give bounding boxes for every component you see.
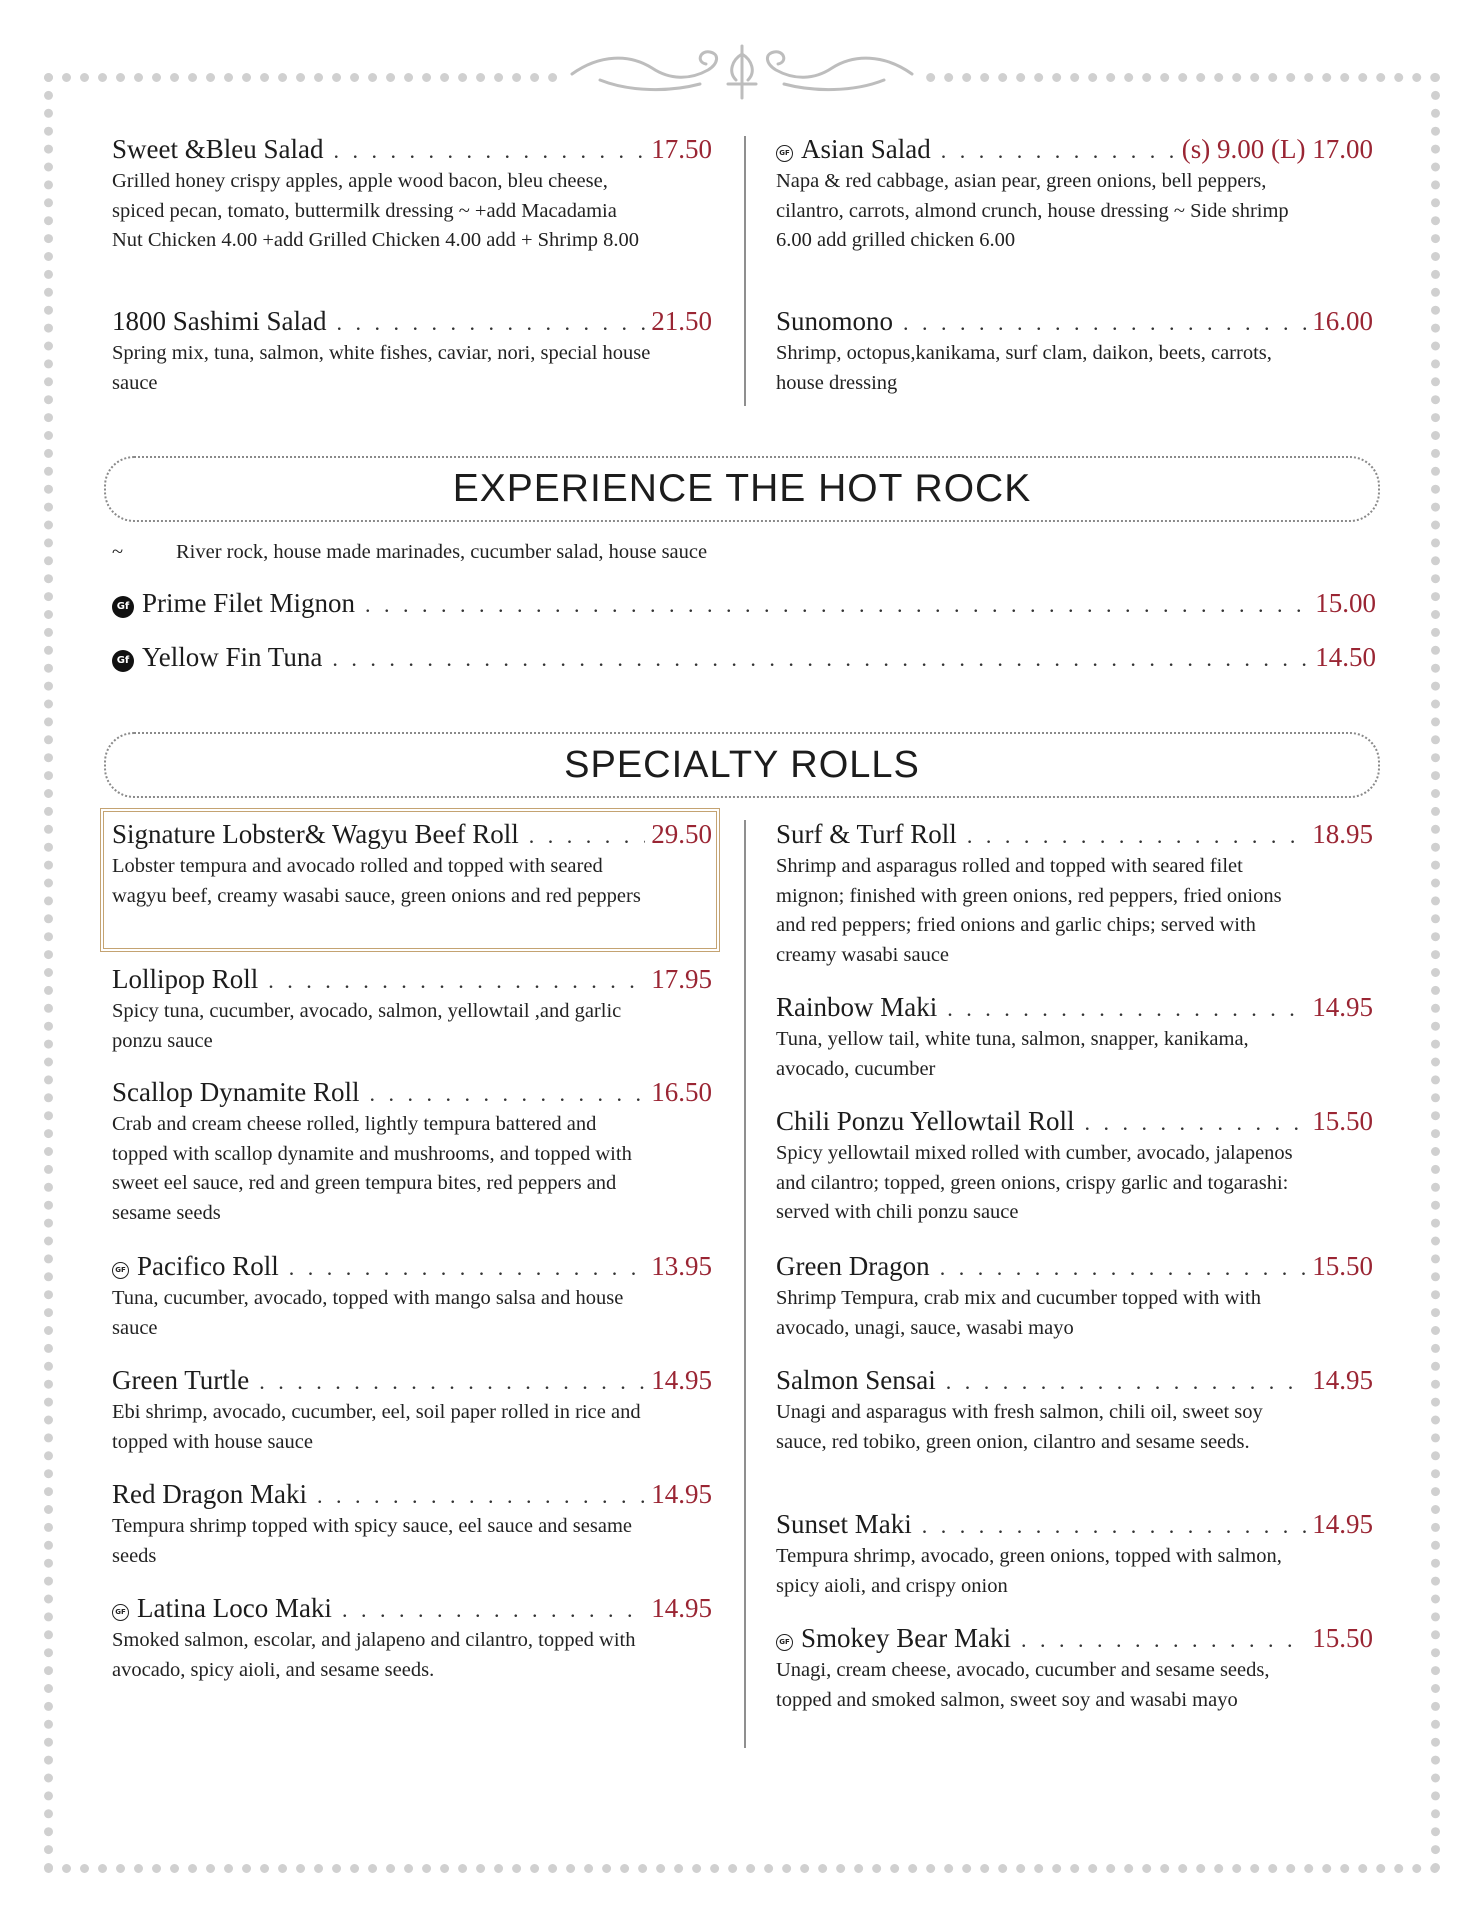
leader-dots [337, 310, 646, 336]
leader-dots [947, 996, 1306, 1022]
item-description: Spicy yellowtail mixed rolled with cumber, avocado, jalapenos and cilantro; topped, green onions, crispy garlic and togarashi: served with chili ponzu sauce [776, 1142, 1293, 1223]
gluten-free-icon: Gf [112, 596, 134, 618]
item-name: Lollipop Roll [112, 964, 259, 994]
item-price: 14.95 [651, 1593, 712, 1623]
item-price: 13.95 [651, 1251, 712, 1281]
gluten-free-icon: GF [112, 1604, 129, 1621]
item-description: Ebi shrimp, avocado, cucumber, eel, soil paper rolled in rice and topped with house sauce [112, 1401, 641, 1453]
leader-dots [333, 138, 645, 164]
menu-item [112, 306, 712, 398]
item-name: Sunset Maki [776, 1509, 912, 1539]
item-description: Tempura shrimp, avocado, green onions, topped with salmon, spicy aioli, and crispy onion [776, 1545, 1282, 1597]
menu-item [776, 134, 1373, 256]
item-description: Unagi, cream cheese, avocado, cucumber and sesame seeds, topped and smoked salmon, sweet soy and wasabi mayo [776, 1659, 1270, 1711]
menu-item [112, 1365, 712, 1457]
item-name: 1800 Sashimi Salad [112, 306, 327, 336]
menu-item [776, 306, 1373, 398]
leader-dots [1085, 1110, 1307, 1136]
leader-dots [289, 1255, 646, 1281]
item-name: Asian Salad [801, 134, 931, 164]
hot-rock-note: River rock, house made marinades, cucumber salad, house sauce [176, 541, 708, 563]
leader-dots [365, 592, 1309, 618]
item-price: 17.50 [651, 134, 712, 164]
item-description: Crab and cream cheese rolled, lightly tempura battered and topped with scallop dynamite and mushrooms, and topped with sweet eel sauce, red and green tempura bites, red peppers and sesame seeds [112, 1113, 632, 1224]
leader-dots [940, 1255, 1307, 1281]
leader-dots [342, 1597, 645, 1623]
leader-dots [332, 646, 1309, 672]
gluten-free-icon: GF [776, 145, 793, 162]
item-price: 15.50 [1312, 1251, 1373, 1281]
gluten-free-icon: GF [112, 1262, 129, 1279]
item-name: Yellow Fin Tuna [142, 642, 323, 672]
item-price: 14.50 [1315, 642, 1376, 672]
item-name: Smokey Bear Maki [801, 1623, 1011, 1653]
menu-item [112, 1593, 712, 1685]
item-price: 14.95 [1312, 992, 1373, 1022]
leader-dots [1021, 1627, 1306, 1653]
column-divider [744, 820, 746, 1748]
menu-item [112, 642, 1376, 675]
menu-item [112, 1251, 712, 1343]
item-description: Shrimp, octopus,kanikama, surf clam, daikon, beets, carrots, house dressing [776, 342, 1272, 394]
item-name: Rainbow Maki [776, 992, 938, 1022]
item-name: Signature Lobster& Wagyu Beef Roll [112, 819, 519, 849]
item-description: Smoked salmon, escolar, and jalapeno and cilantro, topped with avocado, spicy aioli, and sesame seeds. [112, 1629, 636, 1681]
item-description: Tempura shrimp topped with spicy sauce, eel sauce and sesame seeds [112, 1515, 633, 1567]
item-price: 16.50 [651, 1077, 712, 1107]
leader-dots [259, 1369, 645, 1395]
item-price: (s) 9.00 (L) 17.00 [1181, 134, 1373, 164]
leader-dots [903, 310, 1306, 336]
item-description: Napa & red cabbage, asian pear, green onions, bell peppers, cilantro, carrots, almond crunch, house dressing ~ Side shrimp 6.00 add grilled chicken 6.00 [776, 170, 1289, 251]
leader-dots [268, 968, 645, 994]
item-price: 15.50 [1312, 1623, 1373, 1653]
menu-item [112, 1077, 712, 1228]
item-price: 14.95 [1312, 1365, 1373, 1395]
leader-dots [317, 1483, 645, 1509]
menu-item [112, 1479, 712, 1571]
note-mark: ~ [112, 541, 124, 563]
item-name: Surf & Turf Roll [776, 819, 957, 849]
menu-item [112, 819, 712, 911]
menu-item [112, 134, 712, 256]
menu-item [776, 819, 1373, 970]
item-description: Grilled honey crispy apples, apple wood bacon, bleu cheese, spiced pecan, tomato, buttermilk dressing ~ +add Macadamia Nut Chicken 4.00 +add Grilled Chicken 4.00 add + Shrimp 8.00 [112, 170, 640, 251]
item-price: 17.95 [651, 964, 712, 994]
item-name: Latina Loco Maki [137, 1593, 332, 1623]
leader-dots [941, 138, 1176, 164]
item-name: Sweet &Bleu Salad [112, 134, 324, 164]
menu-item [776, 1623, 1373, 1715]
item-description: Spring mix, tuna, salmon, white fishes, caviar, nori, special house sauce [112, 342, 651, 394]
item-name: Prime Filet Mignon [142, 588, 356, 618]
leader-dots [922, 1513, 1306, 1539]
item-description: Tuna, cucumber, avocado, topped with mango salsa and house sauce [112, 1287, 624, 1339]
menu-item [776, 992, 1373, 1084]
item-price: 14.95 [651, 1479, 712, 1509]
scroll-ornament-icon [560, 40, 924, 104]
gluten-free-icon: Gf [112, 650, 134, 672]
menu-item [776, 1106, 1373, 1228]
item-price: 15.00 [1315, 588, 1376, 618]
item-name: Red Dragon Maki [112, 1479, 307, 1509]
leader-dots [369, 1081, 645, 1107]
item-name: Green Dragon [776, 1251, 930, 1281]
item-price: 21.50 [651, 306, 712, 336]
menu-item [776, 1509, 1373, 1601]
gluten-free-icon: GF [776, 1634, 793, 1651]
item-name: Green Turtle [112, 1365, 250, 1395]
section-heading-specialty-rolls: SPECIALTY ROLLS [104, 732, 1380, 798]
section-heading-hot-rock: EXPERIENCE THE HOT ROCK [104, 456, 1380, 522]
item-description: Spicy tuna, cucumber, avocado, salmon, yellowtail ,and garlic ponzu sauce [112, 1000, 622, 1052]
menu-item [112, 964, 712, 1056]
item-price: 18.95 [1312, 819, 1373, 849]
item-price: 14.95 [651, 1365, 712, 1395]
item-price: 14.95 [1312, 1509, 1373, 1539]
leader-dots [946, 1369, 1307, 1395]
item-description: Unagi and asparagus with fresh salmon, chili oil, sweet soy sauce, red tobiko, green onion, cilantro and sesame seeds. [776, 1401, 1263, 1453]
item-name: Sunomono [776, 306, 894, 336]
menu-item [776, 1365, 1373, 1457]
item-description: Lobster tempura and avocado rolled and topped with seared wagyu beef, creamy wasabi sauce, green onions and red peppers [112, 855, 641, 907]
item-name: Pacifico Roll [137, 1251, 279, 1281]
item-name: Salmon Sensai [776, 1365, 936, 1395]
item-description: Tuna, yellow tail, white tuna, salmon, snapper, kanikama, avocado, cucumber [776, 1028, 1249, 1080]
item-name: Scallop Dynamite Roll [112, 1077, 360, 1107]
leader-dots [529, 823, 645, 849]
menu-item [776, 1251, 1373, 1343]
menu-item [112, 588, 1376, 621]
item-name: Chili Ponzu Yellowtail Roll [776, 1106, 1075, 1136]
item-description: Shrimp and asparagus rolled and topped with seared filet mignon; finished with green onions, red peppers, fried onions and red peppers; fried onions and garlic chips; served with creamy wasabi sauce [776, 855, 1282, 966]
leader-dots [967, 823, 1306, 849]
item-description: Shrimp Tempura, crab mix and cucumber topped with with avocado, unagi, sauce, wasabi mayo [776, 1287, 1261, 1339]
item-price: 16.00 [1312, 306, 1373, 336]
column-divider [744, 136, 746, 406]
item-price: 15.50 [1312, 1106, 1373, 1136]
item-price: 29.50 [651, 819, 712, 849]
